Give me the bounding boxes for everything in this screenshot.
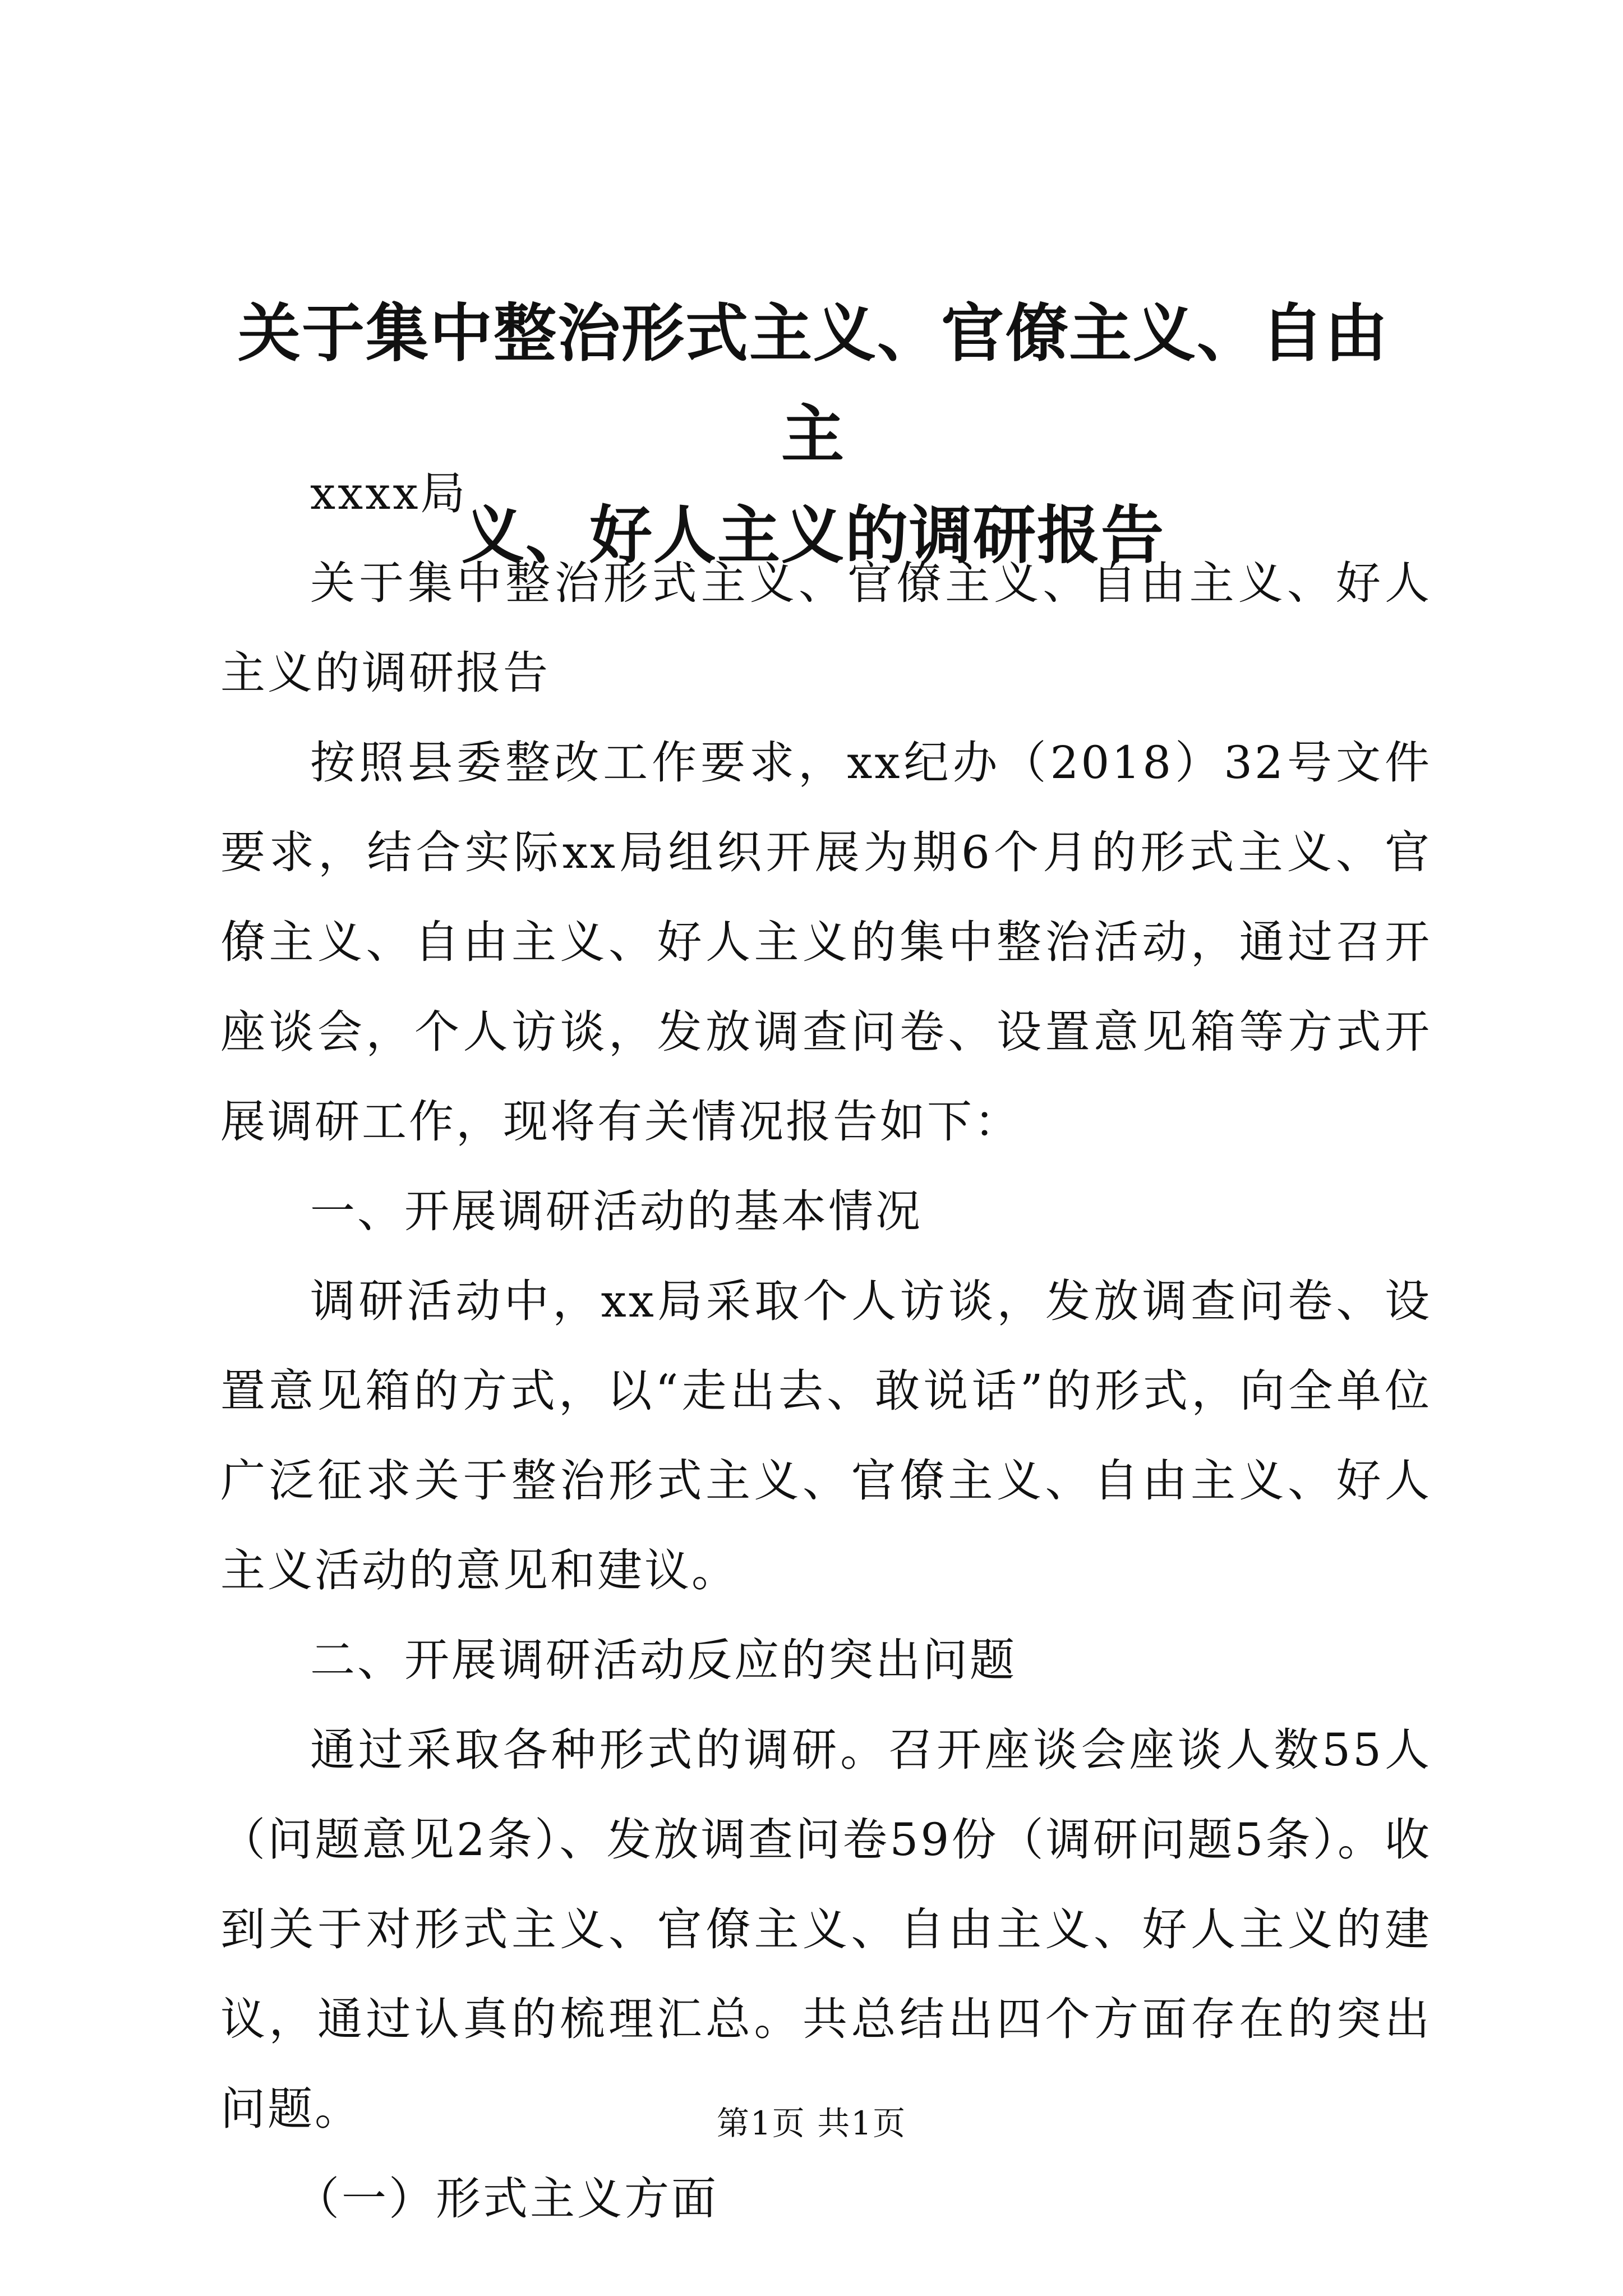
document-body [220, 449, 1432, 2244]
section-heading-1: 一、开展调研活动的基本情况 [310, 1185, 923, 1237]
section-1-paragraph: 调研活动中，xx局采取个人访谈，发放调查问卷、设置意见箱的方式，以“走出去、敢说话”的形式，向全单位广泛征求关于整治形式主义、官僚主义、自由主义、好人主义活动的意见和建议。 [220, 1275, 1432, 1596]
report-subtitle: 关于集中整治形式主义、官僚主义、自由主义、好人主义的调研报告 [220, 557, 1432, 699]
title-line-1: 关于集中整治形式主义、官僚主义、自由主 [238, 297, 1389, 471]
issuer-line: xxxx局 [310, 467, 468, 519]
page-footer: 第1页 共1页 [716, 2104, 907, 2142]
intro-paragraph: 按照县委整改工作要求，xx纪办（2018）32号文件要求，结合实际xx局组织开展为期6个月的形式主义、官僚主义、自由主义、好人主义的集中整治活动，通过召开座谈会，个人访谈，发放调查问卷、设置意见箱等方式开展调研工作，现将有关情况报告如下： [220, 737, 1432, 1148]
section-heading-2: 二、开展调研活动反应的突出问题 [310, 1634, 1017, 1686]
section-2-paragraph: 通过采取各种形式的调研。召开座谈会座谈人数55人（问题意见2条）、发放调查问卷59份（调研问题5条）。收到关于对形式主义、官僚主义、自由主义、好人主义的建议，通过认真的梳理汇总。共总结出四个方面存在的突出问题。 [220, 1724, 1432, 2135]
subsection-heading-1: （一）形式主义方面 [294, 2173, 718, 2225]
title-line-2: 义、好人主义的调研报告 [462, 499, 1165, 572]
